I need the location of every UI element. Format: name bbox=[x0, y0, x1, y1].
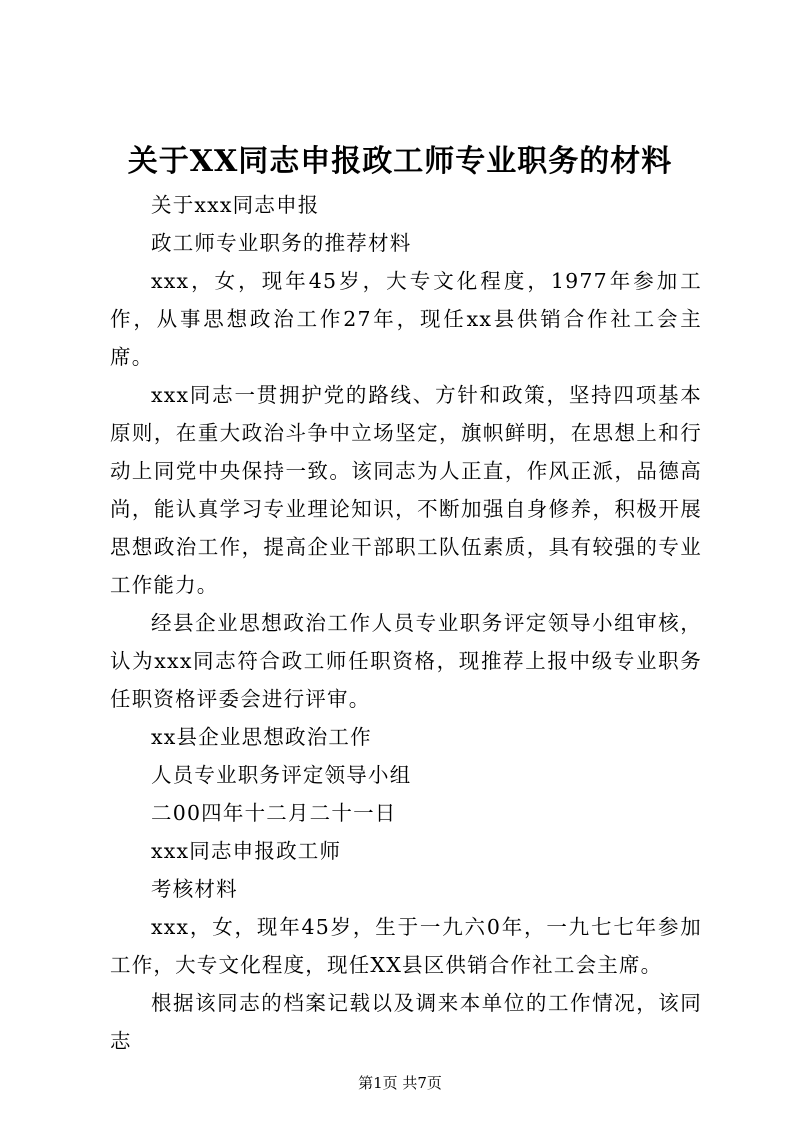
paragraph: xxx，女，现年45岁，大专文化程度，1977年参加工作，从事思想政治工作27年，现任xx县供销合作社工会主席。 bbox=[110, 269, 702, 369]
document-body bbox=[110, 186, 702, 1060]
paragraph: xxx，女，现年45岁，生于一九六0年，一九七七年参加工作，大专文化程度，现任XX县区供销合作社工会主席。 bbox=[110, 915, 702, 977]
paragraph: 经县企业思想政治工作人员专业职务评定领导小组审核，认为xxx同志符合政工师任职资格，现推荐上报中级专业职务任职资格评委会进行评审。 bbox=[110, 611, 702, 711]
paragraph: xx县企业思想政治工作 bbox=[151, 725, 372, 749]
paragraph: 政工师专业职务的推荐材料 bbox=[151, 231, 412, 255]
paragraph: 人员专业职务评定领导小组 bbox=[151, 763, 412, 787]
paragraph: 根据该同志的档案记载以及调来本单位的工作情况，该同志 bbox=[110, 991, 702, 1053]
paragraph: 考核材料 bbox=[151, 877, 238, 901]
paragraph: 二00四年十二月二十一日 bbox=[151, 801, 397, 825]
paragraph: xxx同志申报政工师 bbox=[151, 839, 342, 863]
paragraph: 关于xxx同志申报 bbox=[151, 193, 320, 217]
document-title: 关于XX同志申报政工师专业职务的材料 bbox=[127, 144, 673, 179]
paragraph: xxx同志一贯拥护党的路线、方针和政策，坚持四项基本原则，在重大政治斗争中立场坚定，旗帜鲜明，在思想上和行动上同党中央保持一致。该同志为人正直，作风正派，品德高尚，能认真学习专业理论知识，不断加强自身修养，积极开展思想政治工作，提高企业干部职工队伍素质，具有较强的专业工作能力。 bbox=[110, 383, 702, 597]
page-number-footer: 第1页 共7页 bbox=[358, 1074, 442, 1092]
